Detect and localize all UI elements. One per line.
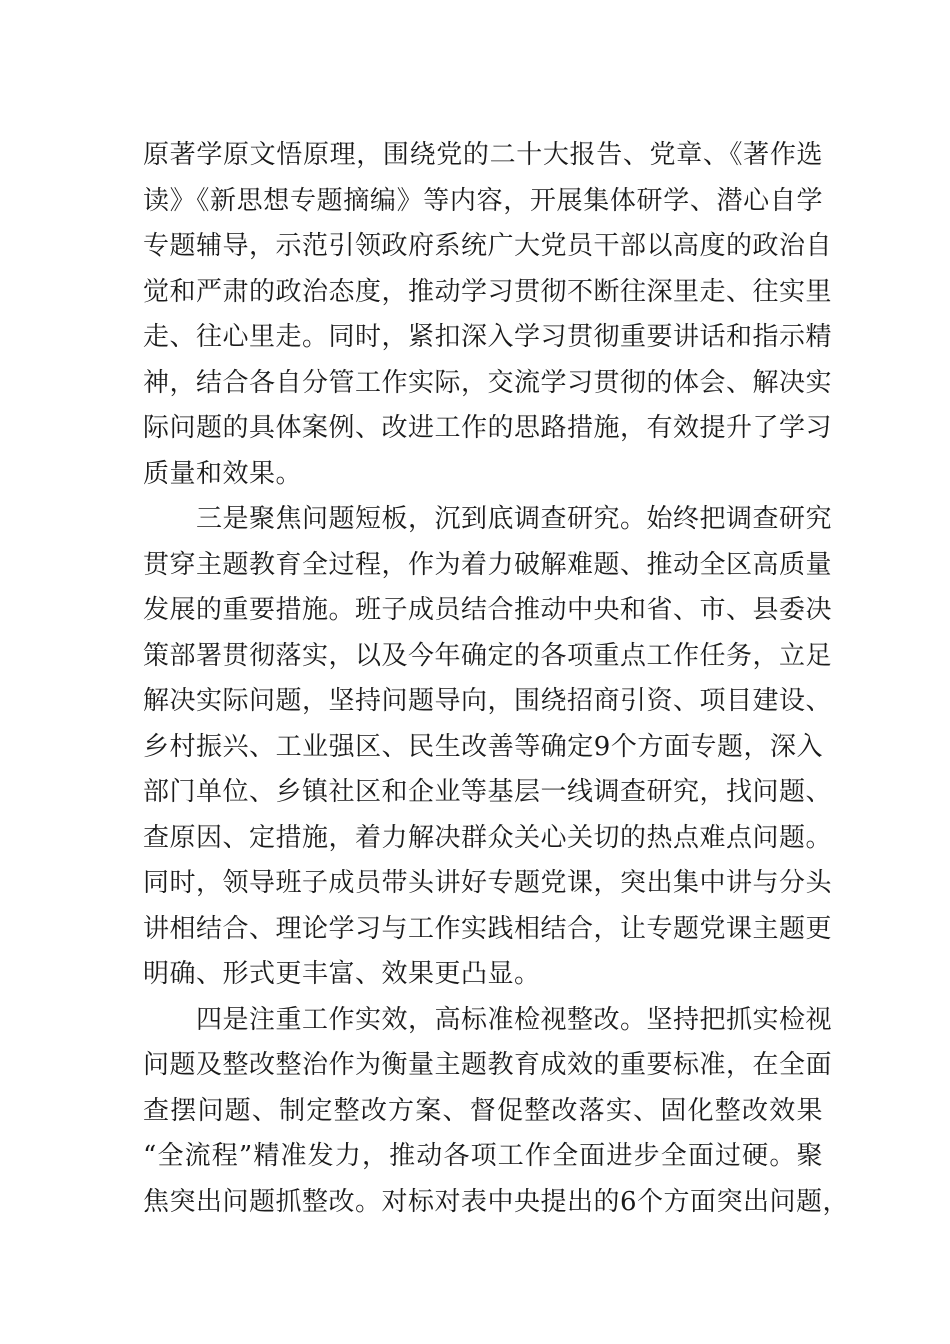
text-line: 查摆问题、制定整改方案、督促整改落实、固化整改效果 xyxy=(143,1095,823,1126)
text-line: 神，结合各自分管工作实际，交流学习贯彻的体会、解决实 xyxy=(143,367,833,398)
document-body xyxy=(143,133,850,1225)
text-line: 四是注重工作实效，高标准检视整改。坚持把抓实检视 xyxy=(143,1004,833,1035)
text-line: 贯穿主题教育全过程，作为着力破解难题、推动全区高质量 xyxy=(143,549,833,580)
text-line: 查原因、定措施，着力解决群众关心关切的热点难点问题。 xyxy=(143,822,833,853)
text-line: 质量和效果。 xyxy=(143,458,303,489)
paragraph xyxy=(143,133,833,497)
text-line: 焦突出问题抓整改。对标对表中央提出的6个方面突出问题， xyxy=(143,1186,850,1217)
text-line: 觉和严肃的政治态度，推动学习贯彻不断往深里走、往实里 xyxy=(143,276,833,307)
text-line: 三是聚焦问题短板，沉到底调查研究。始终把调查研究 xyxy=(143,504,833,534)
text-line: 问题及整改整治作为衡量主题教育成效的重要标准，在全面 xyxy=(143,1050,833,1080)
text-line: 原著学原文悟原理，围绕党的二十大报告、党章、《著作选 xyxy=(143,140,823,170)
text-line: 专题辅导，示范引领政府系统广大党员干部以高度的政治自 xyxy=(143,231,833,261)
text-line: 读》《新思想专题摘编》等内容，开展集体研学、潜心自学 xyxy=(143,185,823,216)
text-line: 策部署贯彻落实，以及今年确定的各项重点工作任务，立足 xyxy=(143,640,833,671)
text-line: 部门单位、乡镇社区和企业等基层一线调查研究，找问题、 xyxy=(143,777,833,807)
text-line: 讲相结合、理论学习与工作实践相结合，让专题党课主题更 xyxy=(143,913,833,944)
text-line: 同时，领导班子成员带头讲好专题党课，突出集中讲与分头 xyxy=(143,868,833,898)
paragraph xyxy=(143,998,850,1226)
text-line: 发展的重要措施。班子成员结合推动中央和省、市、县委决 xyxy=(143,595,833,625)
text-line: “全流程”精准发力，推动各项工作全面进步全面过硬。聚 xyxy=(143,1141,823,1171)
text-line: 走、往心里走。同时，紧扣深入学习贯彻重要讲话和指示精 xyxy=(143,322,833,352)
text-line: 解决实际问题，坚持问题导向，围绕招商引资、项目建设、 xyxy=(143,686,833,716)
paragraph xyxy=(143,497,833,998)
text-line: 际问题的具体案例、改进工作的思路措施，有效提升了学习 xyxy=(143,413,833,443)
text-line: 明确、形式更丰富、效果更凸显。 xyxy=(143,959,541,989)
text-line: 乡村振兴、工业强区、民生改善等确定9个方面专题，深入 xyxy=(143,731,823,762)
